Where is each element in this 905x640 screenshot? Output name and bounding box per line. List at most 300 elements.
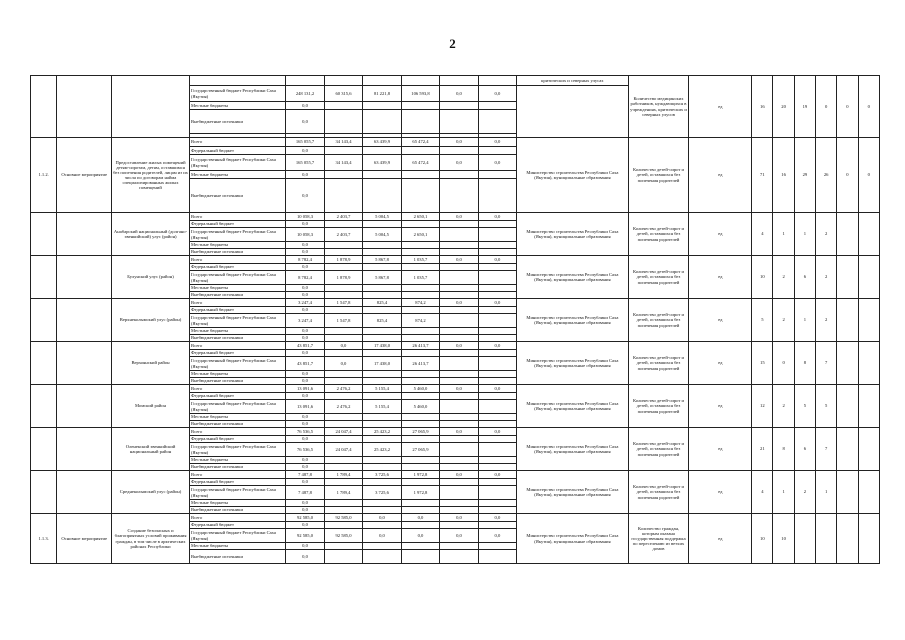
empty-cell [363,221,401,228]
empty-cell [363,285,401,292]
target-cell [837,385,858,428]
empty-cell [440,464,478,471]
empty-cell [363,378,401,385]
source-cell: Внебюджетные источники [190,507,286,514]
empty-cell [363,414,401,421]
executor-cell: Министерство строительства Республики Саха (Якутия), муниципальные образования [517,514,628,564]
target-cell: 71 [752,138,773,213]
amount-cell: 26 413,7 [401,342,439,350]
district-name: Среднеколымский улус (район) [112,471,190,514]
source-cell: Федеральный бюджет [190,264,286,271]
activity-name: Создание безопасных и благоприятных условий проживания граждан, в том числе в арктических районах Республики [112,514,190,564]
source-cell: Государственный бюджет Республики Саха (Якутия) [190,443,286,457]
amount-cell: 165 055,7 [286,155,324,171]
empty-cell [401,371,439,378]
amount-cell: 0,0 [478,86,516,102]
source-cell: Местные бюджеты [190,500,286,507]
empty-cell [363,147,401,155]
empty-cell [478,486,516,500]
type-cell [57,471,112,514]
table-row [31,138,880,147]
empty-cell [401,543,439,550]
amount-cell: 92 585,0 [286,529,324,543]
amount-cell: 0,0 [286,371,324,378]
empty-cell [324,464,362,471]
amount-cell: 17 438,0 [363,357,401,371]
empty-cell [440,543,478,550]
amount-cell: 0,0 [286,350,324,357]
amount-cell: 7 487,8 [286,486,324,500]
activity-type: Основное мероприятие [57,138,112,213]
amount-cell: 165 055,7 [286,138,324,147]
amount-cell: 0,0 [286,307,324,314]
source-cell: Государственный бюджет Республики Саха (Якутия) [190,228,286,242]
amount-cell: 1 547,8 [324,299,362,307]
empty-cell [478,242,516,249]
target-cell: 2 [816,299,837,342]
empty-cell [401,507,439,514]
target-cell [794,514,815,564]
amount-cell: 8 782,4 [286,256,324,264]
amount-cell: 17 438,0 [363,342,401,350]
amount-cell: 1 547,8 [324,314,362,328]
unit-cell: ед [689,299,752,342]
code-cell [31,471,57,514]
empty-cell [401,550,439,564]
target-cell: 6 [794,428,815,471]
amount-cell: 34 143,4 [324,155,362,171]
code-cell [31,342,57,385]
amount-cell: 0,0 [286,421,324,428]
empty-cell [401,328,439,335]
amount-cell: 0,0 [440,385,478,393]
source-cell: Внебюджетные источники [190,464,286,471]
empty-cell [363,179,401,213]
amount-cell: 0,0 [286,102,324,110]
amount-cell: 0,0 [286,171,324,179]
empty-cell [440,102,478,110]
empty-cell [440,242,478,249]
empty-cell [401,221,439,228]
executor-cell: критических и северных улусах [517,76,628,86]
source-cell: Федеральный бюджет [190,221,286,228]
empty-cell [440,110,478,134]
amount-cell: 5 004,5 [363,228,401,242]
source-cell: Государственный бюджет Республики Саха (Якутия) [190,155,286,171]
empty-cell [440,271,478,285]
target-cell [837,514,858,564]
amount-cell: 0,0 [286,457,324,464]
amount-cell: 0,0 [363,529,401,543]
target-cell [837,471,858,514]
amount-cell: 825,4 [363,314,401,328]
amount-cell: 0,0 [286,242,324,249]
amount-cell: 2 650,1 [401,213,439,221]
source-cell: Внебюджетные источники [190,110,286,134]
target-cell [858,471,879,514]
empty-cell [478,400,516,414]
target-cell: 2 [773,385,794,428]
target-cell: 1 [773,471,794,514]
amount-cell: 2 403,7 [324,228,362,242]
district-name: Оленекский эвенкийский национальный район [112,428,190,471]
amount-cell: 1 035,7 [401,271,439,285]
amount-cell: 0,0 [478,514,516,522]
amount-cell: 0,0 [478,385,516,393]
amount-cell: 0,0 [478,299,516,307]
source-cell: Федеральный бюджет [190,393,286,400]
empty-cell [401,249,439,256]
amount-cell: 1 878,9 [324,256,362,264]
amount-cell: 1 972,8 [401,471,439,479]
amount-cell: 92 585,0 [324,514,362,522]
activity-code: 1.1.2. [31,138,57,213]
empty-cell [478,550,516,564]
empty-cell [478,285,516,292]
amount-cell: 1 789,4 [324,471,362,479]
empty-cell [440,371,478,378]
target-cell: 2 [816,256,837,299]
amount-cell: 0,0 [324,342,362,350]
source-cell: Государственный бюджет Республики Саха (Якутия) [190,400,286,414]
target-cell: 10 [773,514,794,564]
amount-cell: 0,0 [440,256,478,264]
empty-cell [363,393,401,400]
amount-cell: 10 058,3 [286,228,324,242]
target-cell: 21 [752,428,773,471]
target-cell: 6 [794,256,815,299]
amount-cell: 2 476,2 [324,385,362,393]
target-cell [858,299,879,342]
target-cell [858,514,879,564]
amount-cell: 0,0 [478,213,516,221]
empty-cell [478,393,516,400]
amount-cell: 0,0 [286,249,324,256]
empty-cell [324,507,362,514]
source-cell: Федеральный бюджет [190,307,286,314]
target-cell: 0 [858,138,879,213]
empty-cell [478,522,516,529]
empty-cell [440,500,478,507]
amount-cell: 5 004,5 [363,213,401,221]
amount-cell: 5 867,8 [363,271,401,285]
empty-cell [401,264,439,271]
source-cell: Всего [190,342,286,350]
table-row [31,76,880,86]
executor-cell: Министерство строительства Республики Саха (Якутия), муниципальные образования [517,385,628,428]
empty-cell [401,421,439,428]
source-cell: Государственный бюджет Республики Саха (Якутия) [190,529,286,543]
target-cell: 10 [752,256,773,299]
empty-cell [401,479,439,486]
source-cell: Внебюджетные источники [190,249,286,256]
amount-cell: 0,0 [286,378,324,385]
indicator-cell: Количество детей-сирот и детей, оставшихся без попечения родителей [628,138,689,213]
empty-cell [401,102,439,110]
empty-cell [324,350,362,357]
amount-cell: 0,0 [440,342,478,350]
empty-cell [324,500,362,507]
empty-cell [363,421,401,428]
district-name: Булунский улус (район) [112,256,190,299]
source-cell: Местные бюджеты [190,414,286,421]
executor-cell: Министерство строительства Республики Саха (Якутия), муниципальные образования [517,138,628,213]
amount-cell: 0,0 [286,507,324,514]
executor-cell: Министерство строительства Республики Саха (Якутия), муниципальные образования [517,471,628,514]
empty-cell [324,285,362,292]
amount-cell: 2 403,7 [324,213,362,221]
district-name: Верхнеколымский улус (район) [112,299,190,342]
empty-cell [440,228,478,242]
empty-cell [401,436,439,443]
source-cell: Внебюджетные источники [190,292,286,299]
empty-cell [363,307,401,314]
amount-cell: 76 536,5 [286,428,324,436]
amount-cell: 0,0 [440,471,478,479]
target-cell: 15 [752,342,773,385]
target-cell: 0 [837,138,858,213]
target-cell [858,428,879,471]
target-cell: 2 [816,213,837,256]
empty-cell [401,179,439,213]
target-cell [837,256,858,299]
target-cell: 26 [816,138,837,213]
empty-cell [324,522,362,529]
source-cell: Всего [190,514,286,522]
empty-cell [440,264,478,271]
amount-cell: 24 047,4 [324,443,362,457]
amount-cell: 1 789,4 [324,486,362,500]
empty-cell [324,307,362,314]
type-cell [57,385,112,428]
unit-cell: ед [689,76,752,138]
empty-cell [440,436,478,443]
amount-cell: 0,0 [401,529,439,543]
target-cell: 0 [837,76,858,138]
amount-cell: 0,0 [478,256,516,264]
code-cell [31,213,57,256]
empty-cell [401,457,439,464]
district-name: Анабарский национальный (долгано-эвенкийский) улус (район) [112,213,190,256]
empty-cell [440,76,478,86]
empty-cell [401,307,439,314]
amount-cell: 25 423,2 [363,428,401,436]
empty-cell [478,378,516,385]
target-cell: 8 [794,342,815,385]
target-cell: 0 [858,76,879,138]
empty-cell [363,543,401,550]
empty-cell [478,436,516,443]
empty-cell [363,464,401,471]
source-cell: Всего [190,213,286,221]
amount-cell: 5 460,0 [401,400,439,414]
amount-cell: 0,0 [478,342,516,350]
source-cell: Внебюджетные источники [190,335,286,342]
amount-cell: 0,0 [440,155,478,171]
target-cell [837,342,858,385]
page-number: 2 [449,36,456,51]
empty-cell [401,110,439,134]
empty-cell [363,76,401,86]
empty-cell [363,479,401,486]
target-cell: 1 [816,471,837,514]
empty-cell [363,110,401,134]
target-cell: 19 [794,76,815,138]
empty-cell [324,147,362,155]
amount-cell: 3 725,6 [363,471,401,479]
target-cell: 16 [773,138,794,213]
amount-cell: 0,0 [478,155,516,171]
amount-cell: 0,0 [440,529,478,543]
empty-cell [440,285,478,292]
amount-cell: 7 487,8 [286,471,324,479]
source-cell: Федеральный бюджет [190,350,286,357]
type-cell [57,342,112,385]
empty-cell [478,371,516,378]
empty-cell [363,242,401,249]
empty-cell [401,335,439,342]
amount-cell: 26 413,7 [401,357,439,371]
empty-cell [401,76,439,86]
amount-cell: 0,0 [286,414,324,421]
empty-cell [401,522,439,529]
amount-cell: 0,0 [324,357,362,371]
source-cell: Местные бюджеты [190,285,286,292]
target-cell [816,514,837,564]
amount-cell: 0,0 [440,86,478,102]
empty-cell [478,357,516,371]
amount-cell: 0,0 [363,514,401,522]
amount-cell: 92 585,0 [286,514,324,522]
target-cell [837,299,858,342]
empty-cell [478,457,516,464]
unit-cell: ед [689,213,752,256]
empty-cell [363,350,401,357]
empty-cell [324,76,362,86]
empty-cell [324,543,362,550]
executor-cell: Министерство строительства Республики Саха (Якутия), муниципальные образования [517,342,628,385]
empty-cell [324,242,362,249]
indicator-cell: Количество детей-сирот и детей, оставшихся без попечения родителей [628,385,689,428]
source-cell: Государственный бюджет Республики Саха (Якутия) [190,86,286,102]
empty-cell [363,249,401,256]
empty-cell [440,171,478,179]
amount-cell: 0,0 [440,428,478,436]
amount-cell: 0,0 [286,147,324,155]
empty-cell [401,147,439,155]
empty-cell [478,292,516,299]
source-cell: Государственный бюджет Республики Саха (Якутия) [190,271,286,285]
source-cell: Всего [190,299,286,307]
amount-cell: 60 315,6 [324,86,362,102]
code-cell [31,256,57,299]
empty-cell [363,292,401,299]
empty-cell [440,307,478,314]
amount-cell: 27 065,9 [401,428,439,436]
amount-cell: 3 247,4 [286,299,324,307]
type-cell [57,256,112,299]
empty-cell [478,507,516,514]
source-cell: Местные бюджеты [190,457,286,464]
amount-cell: 0,0 [440,138,478,147]
empty-cell [478,421,516,428]
table-row [31,514,880,522]
target-cell [858,213,879,256]
activity-name: Предоставление жилых помещений детям-сиротам, детям, оставшимся без попечения родителей, лицам из их числа по договорам найма специализированных жилых помещений [112,138,190,213]
empty-cell [324,479,362,486]
empty-cell [478,171,516,179]
empty-cell [324,378,362,385]
target-cell: 1 [794,299,815,342]
unit-cell: ед [689,138,752,213]
empty-cell [363,457,401,464]
empty-cell [363,500,401,507]
table-row [31,342,880,350]
empty-cell [478,110,516,134]
amount-cell: 825,4 [363,299,401,307]
amount-cell: 1 972,8 [401,486,439,500]
target-cell: 4 [752,471,773,514]
empty-cell [324,102,362,110]
unit-cell: ед [689,471,752,514]
empty-cell [324,436,362,443]
empty-cell [324,335,362,342]
empty-cell [440,221,478,228]
empty-cell [401,292,439,299]
amount-cell: 0,0 [286,464,324,471]
amount-cell: 0,0 [286,500,324,507]
empty-cell [478,147,516,155]
target-cell: 2 [773,299,794,342]
activity-code: 1.1.3. [31,514,57,564]
empty-cell [440,400,478,414]
amount-cell: 8 782,4 [286,271,324,285]
empty-cell [363,264,401,271]
empty-cell [478,221,516,228]
table-row [31,256,880,264]
target-cell: 20 [773,76,794,138]
empty-cell [363,550,401,564]
amount-cell: 248 131,2 [286,86,324,102]
empty-cell [478,543,516,550]
source-cell: Местные бюджеты [190,171,286,179]
empty-cell [401,393,439,400]
table-row [31,428,880,436]
empty-cell [401,242,439,249]
amount-cell: 0,0 [478,529,516,543]
amount-cell: 874,2 [401,314,439,328]
unit-cell: ед [689,428,752,471]
target-cell [858,342,879,385]
empty-cell [478,179,516,213]
amount-cell: 0,0 [286,393,324,400]
amount-cell: 0,0 [286,522,324,529]
activity-type: Основное мероприятие [57,514,112,564]
empty-cell [401,464,439,471]
amount-cell: 2 476,2 [324,400,362,414]
source-cell: Всего [190,428,286,436]
target-cell: 1 [773,213,794,256]
amount-cell: 43 851,7 [286,342,324,350]
amount-cell: 0,0 [286,543,324,550]
indicator-cell: Количество детей-сирот и детей, оставшихся без попечения родителей [628,471,689,514]
empty-cell [478,76,516,86]
empty-cell [478,249,516,256]
amount-cell: 10 058,3 [286,213,324,221]
empty-cell [190,76,286,86]
type-cell [57,213,112,256]
source-cell: Государственный бюджет Республики Саха (Якутия) [190,314,286,328]
